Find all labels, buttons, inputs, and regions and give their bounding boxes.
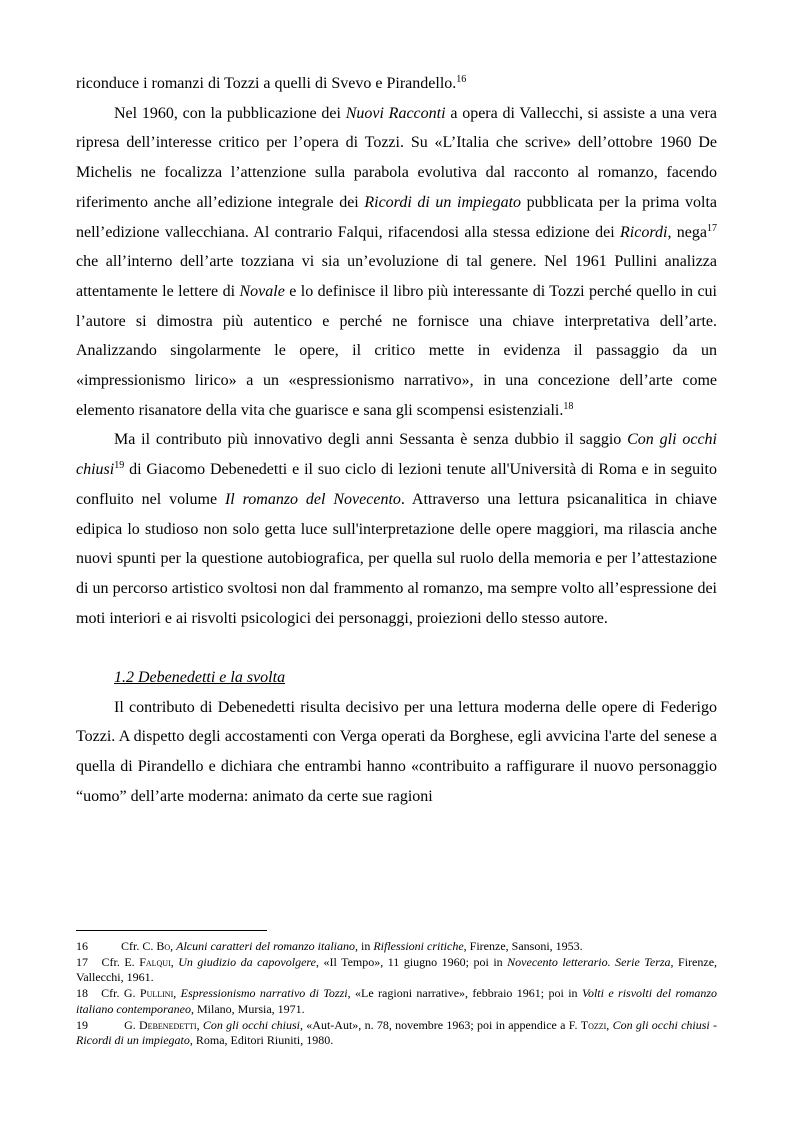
footnote-19: 19 G. Debenedetti, Con gli occhi chiusi, «Aut-Aut», n. 78, novembre 1963; poi in appendice a F. Tozzi, Con gli occhi chiusi - Ricordi di un impiegato, Roma, Editori Riuniti, 1980. [76, 1017, 718, 1048]
paragraph-nuovi-racconti: Nel 1960, con la pubblicazione dei Nuovi Racconti a opera di Vallecchi, si assiste a una vera ripresa dell’interesse critico per l’opera di Tozzi. Su «L’Italia che scrive» dell’ottobre 1960 De Michelis ne focalizza l’attenzione sulla parabola evolutiva dal racconto al romanzo, facendo riferimento anche all’edizione integrale dei Ricordi di un impiegato pubblicata per la prima volta nell’edizione vallecchiana. Al contrario Falqui, rifacendosi alla stessa edizione dei Ricordi, nega$^{17}$ che all’interno dell’arte tozziana vi sia un’evoluzione di tal genere. Nel 1961 Pullini analizza attentamente le lettere di Novale e lo definisce il libro più interessante di Tozzi perché quello in cui l’autore si dimostra più autentico e perché ne fornisce una chiave interpretativa dell’arte. Analizzando singolarmente le opere, il critico mette in evidenza il passaggio da un «impressionismo lirico» a un «espressionismo narrativo», in una concezione dell’arte come elemento risanatore della vita che guarisce e sana gli scompensi esistenziali.$^{18}$ [76, 104, 718, 419]
footnote-ref-17: 17 [707, 222, 717, 234]
footnote-separator [76, 930, 267, 931]
paragraph-contributo: Il contributo di Debenedetti risulta decisivo per una lettura moderna delle opere di Federigo Tozzi. A dispetto degli accostamenti con Verga operati da Borghese, egli avvicina l'arte del senese a quella di Pirandello e dichiara che entrambi hanno «contribuito a raffigurare il nuovo personaggio “uomo” dell’arte moderna: animato da certe sue ragioni [76, 698, 717, 805]
footnote-16: 16 Cfr. C. Bo, Alcuni caratteri del romanzo italiano, in Riflessioni critiche, Firenze, Sansoni, 1953. [76, 939, 583, 953]
footnote-18: 18 Cfr. G. Pullini, Espressionismo narrativo di Tozzi, «Le ragioni narrative», febbraio 1961; poi in Volti e risvolti del romanzo italiano contemporaneo, Milano, Mursia, 1971. [76, 986, 718, 1016]
footnotes [76, 939, 717, 1049]
section-heading: 1.2 Debenedetti e la svolta [114, 669, 286, 687]
footnote-ref-18: 18 [563, 400, 574, 412]
footnote-17: 17 Cfr. E. Falqui, Un giudizio da capovolgere, «Il Tempo», 11 giugno 1960; poi in Novecento letterario. Serie Terza, Firenze, Vallecchi, 1961. [76, 954, 718, 985]
paragraph-debenedetti-saggio: Ma il contributo più innovativo degli anni Sessanta è senza dubbio il saggio Con gli occhi chiusi$^{19}$ di Giacomo Debenedetti e il suo ciclo di lezioni tenute all'Università di Roma e in seguito confluito nel volume Il romanzo del Novecento. Attraverso una lettura psicanalitica in chiave edipica lo studioso non solo getta luce sull'interpretazione delle opere maggiori, ma rilascia anche nuovi spunti per la questione autobiografica, per quella sul ruolo della memoria e per l’attestazione di un percorso artistico svoltosi non dal frammento al romanzo, ma sempre volto all’espressione dei moti interiori e ai risvolti psicologici dei personaggi, proiezioni dello stesso autore. [76, 431, 718, 627]
paragraph-continuation: riconduce i romanzi di Tozzi a quelli di Svevo e Pirandello.$^{16}$ [76, 74, 467, 92]
footnote-ref-19: 19 [114, 460, 125, 472]
section-gap [76, 633, 717, 663]
body-text [76, 69, 717, 812]
footnote-ref-16: 16 [456, 74, 467, 85]
